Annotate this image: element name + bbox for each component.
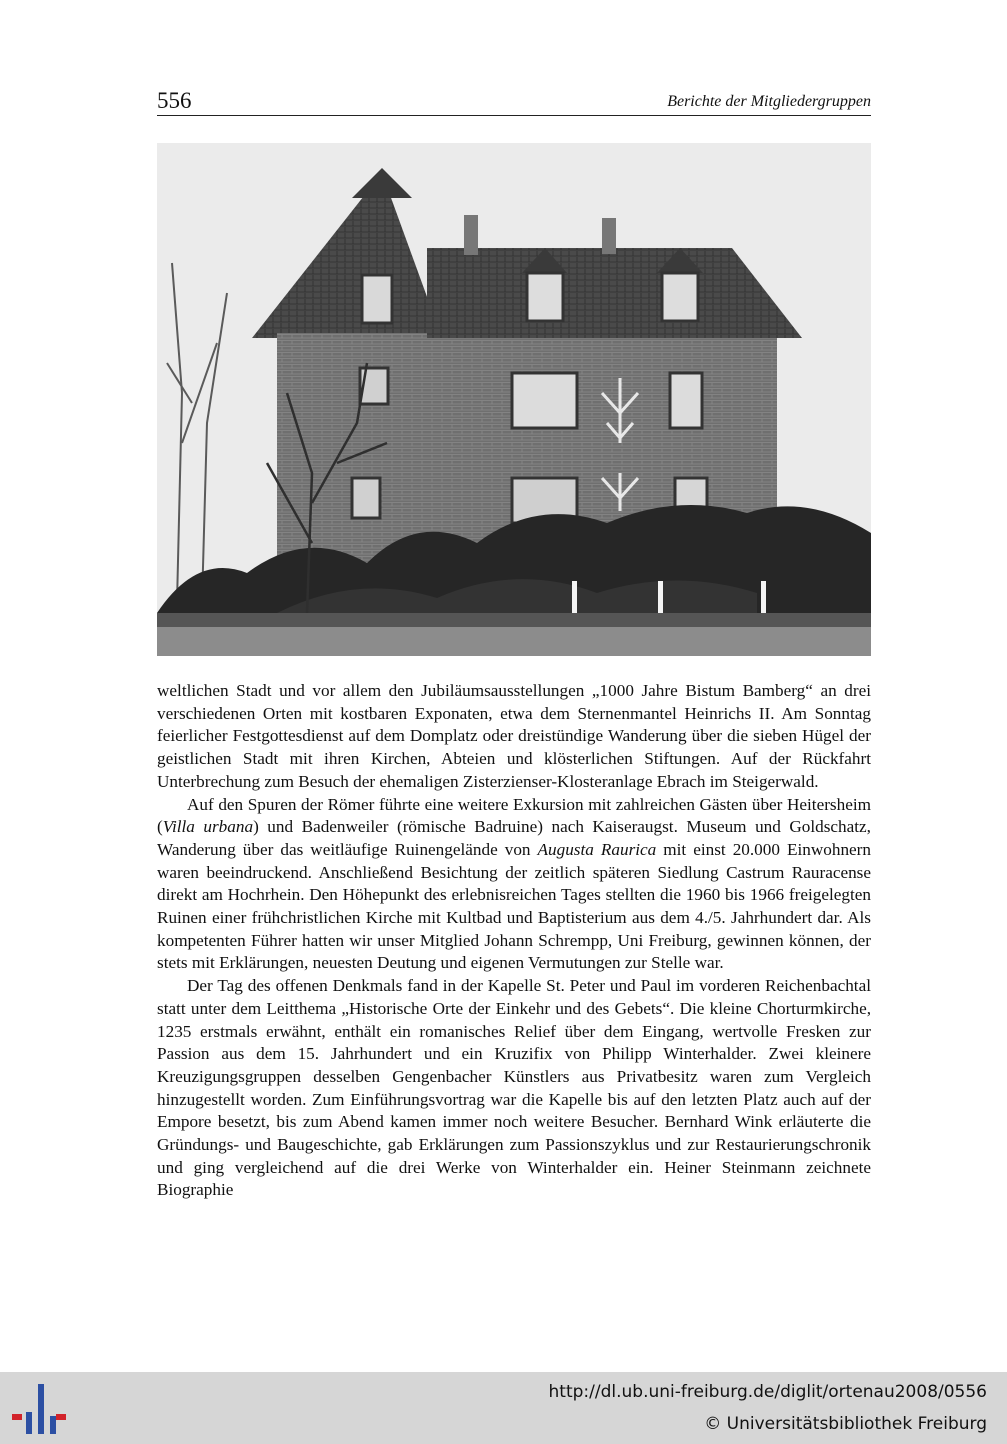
paragraph-3: [157, 975, 871, 1202]
italic-term: Augusta Raurica: [537, 839, 657, 859]
page-number: 556: [157, 88, 192, 113]
text-run: weltlichen Stadt und vor allem den Jubiläumsausstellungen „1000 Jahre Bistum Bamberg“ an drei verschiedenen Orten mit kostbaren Exponaten, etwa dem Sternenmantel Heinrichs II. Am Sonntag feierlicher Festgottesdienst auf dem Domplatz oder dreistündige Wanderung über die sieben Hügel der geistlichen Stadt mit ihren Kirchen, Abteien und klösterlichen Stiftungen. Auf der Rückfahrt Unterbrechung zum Besuch der ehemaligen Zisterzienser-Klosteranlage Ebrach im Steigerwald.: [157, 681, 871, 791]
text-run: ) und Badenweiler (römische Badruine) nach Kaiseraugst. Museum und Goldschatz, Wanderung über das weitläufige Ruinengelände von: [157, 817, 871, 859]
house-photo-illustration: [157, 143, 871, 656]
paragraph-2: [157, 794, 871, 976]
house-photo: [157, 143, 871, 656]
footer-url-link[interactable]: http://dl.ub.uni-freiburg.de/diglit/ortenau2008/0556: [548, 1382, 987, 1402]
footer-copyright: © Universitätsbibliothek Freiburg: [704, 1414, 987, 1434]
ub-freiburg-logo-icon: [12, 1384, 66, 1434]
footer-band: [0, 1372, 1007, 1444]
running-head: Berichte der Mitgliedergruppen: [667, 93, 871, 110]
text-run: Der Tag des offenen Denkmals fand in der Kapelle St. Peter und Paul im vorderen Reichenbachtal statt unter dem Leitthema „Historische Orte der Einkehr und des Gebets“. Die kleine Chorturmkirche, 1235 erstmals erwähnt, enthält ein romanisches Relief über dem Eingang, wertvolle Fresken zur Passion aus dem 15. Jahrhundert und ein Kruzifix von Philipp Winterhalder. Zwei kleinere Kreuzigungsgruppen desselben Gengenbacher Künstlers aus Privatbesitz waren zum Vergleich hinzugestellt worden. Zum Einführungsvortrag war die Kapelle bis auf den letzten Platz auch auf der Empore besetzt, bis zum Abend kamen immer noch weitere Besucher. Bernhard Wink erläuterte die Gründungs- und Baugeschichte, gab Erklärungen zum Passionszyklus und zur Restaurierungschronik und ging vergleichend auf die drei Werke von Winterhalder ein. Heiner Steinmann zeichnete Biographie: [157, 976, 871, 1200]
text-run: mit einst 20.000 Einwohnern waren beeindruckend. Anschließend Besichtung der zeitlich späteren Siedlung Castrum Rauracense direkt am Hochrhein. Den Höhepunkt des erlebnisreichen Tages stellten die 1960 bis 1966 freigelegten Ruinen einer frühchristlichen Kirche mit Kultbad und Baptisterium aus dem 4./5. Jahrhundert dar. Als kompetenten Führer hatten wir unser Mitglied Johann Schrempp, Uni Freiburg, gewinnen können, der stets mit Erklärungen, neuesten Deutung und eigenen Vermutungen zur Stelle war.: [157, 839, 871, 973]
italic-term: Villa urbana: [162, 817, 254, 837]
text-run: Auf den Spuren der Römer führte eine weitere Exkursion mit zahlreichen Gästen über Heitersheim (: [157, 794, 871, 837]
header-rule: [157, 115, 871, 116]
paragraph-1: [157, 680, 871, 794]
article-body: [157, 680, 871, 1202]
